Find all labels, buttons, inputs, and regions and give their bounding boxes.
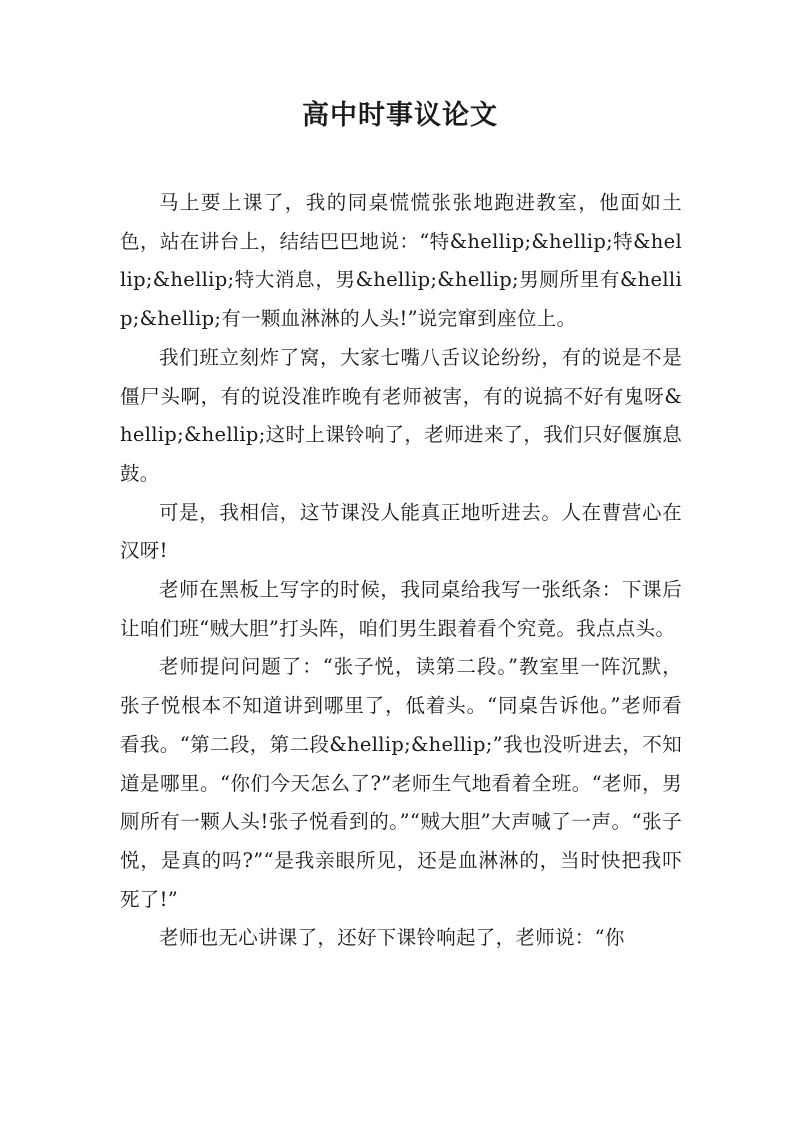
paragraph: 我们班立刻炸了窝，大家七嘴八舌议论纷纷，有的说是不是僵尸头啊，有的说没准昨晚有老师被害，有的说搞不好有鬼呀&hellip;&hellip;这时上课铃响了，老师进来了，我们只好偃旗息鼓。 bbox=[120, 345, 682, 485]
paragraph: 老师在黑板上写字的时候，我同桌给我写一张纸条：下课后让咱们班“贼大胆”打头阵，咱们男生跟着看个究竟。我点点头。 bbox=[120, 578, 682, 640]
paragraph: 马上要上课了，我的同桌慌慌张张地跑进教室，他面如土色，站在讲台上，结结巴巴地说：“特&hellip;&hellip;特&hellip;&hellip;特大消息，男&hellip;&hellip;男厕所里有&hellip;&hellip;有一颗血淋淋的人头!”说完窜到座位上。 bbox=[120, 191, 682, 331]
document-body bbox=[120, 184, 682, 958]
document-title: 高中时事议论文 bbox=[302, 100, 498, 131]
paragraph: 老师提问问题了：“张子悦，读第二段。”教室里一阵沉默，张子悦根本不知道讲到哪里了，低着头。“同桌告诉他。”老师看看我。“第二段，第二段&hellip;&hellip;”我也没听进去，不知道是哪里。“你们今天怎么了?”老师生气地看着全班。“老师，男厕所有一颗人头!张子悦看到的。”“贼大胆”大声喊了一声。“张子悦，是真的吗?”“是我亲眼所见，还是血淋淋的，当时快把我吓死了!” bbox=[120, 655, 682, 911]
paragraph: 可是，我相信，这节课没人能真正地听进去。人在曹营心在汉呀! bbox=[120, 500, 682, 563]
paragraph: 老师也无心讲课了，还好下课铃响起了，老师说：“你 bbox=[159, 926, 625, 950]
